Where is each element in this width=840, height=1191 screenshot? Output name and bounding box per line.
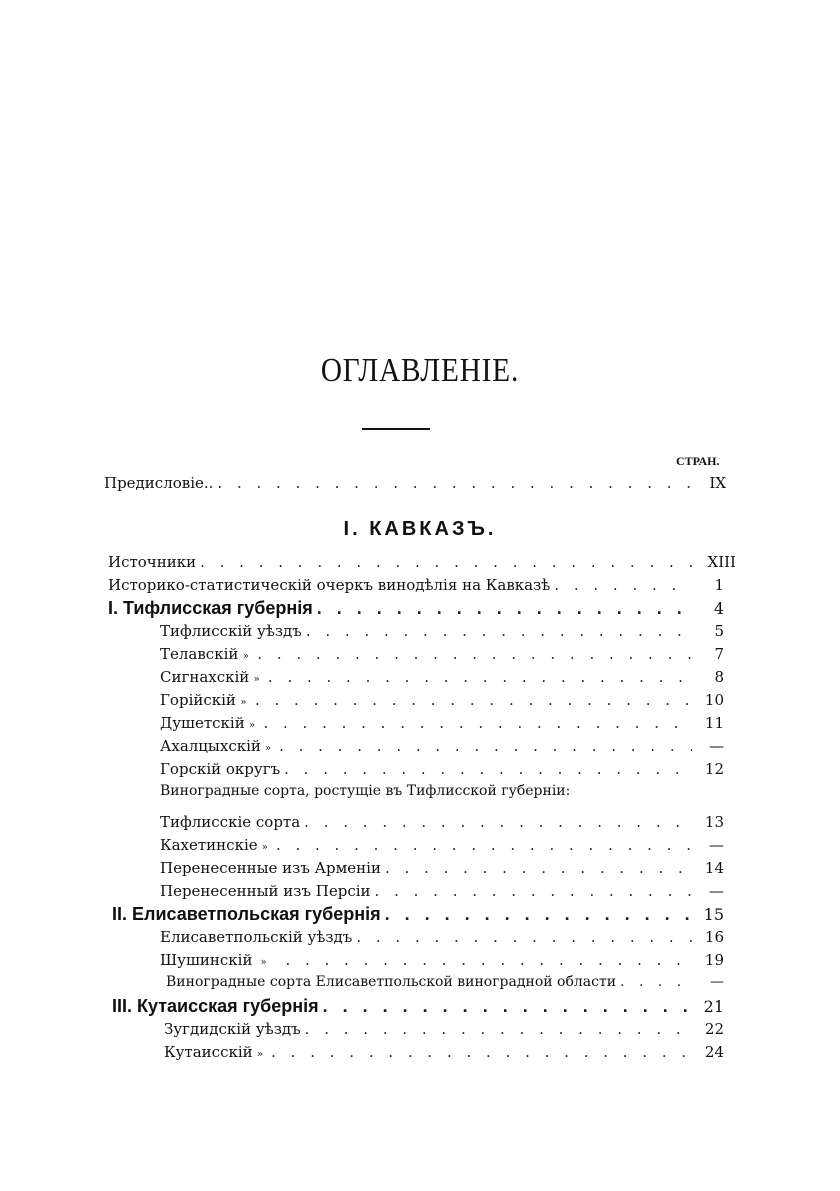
- leader-dots: [304, 813, 692, 831]
- ditto-mark: »: [242, 651, 249, 662]
- toc-entry-label: Тифлисскій уѣздъ: [160, 622, 302, 640]
- leader-dots: [385, 859, 692, 877]
- toc-entry-page: 4: [713, 599, 724, 618]
- toc-entry-page: 24: [704, 1043, 724, 1061]
- toc-entry-label: Душетскій: [160, 714, 245, 732]
- page-column-header: СТРАН.: [676, 454, 720, 468]
- toc-entry-label: Перенесенный изъ Персіи: [160, 882, 371, 900]
- toc-entry-page: —: [709, 836, 724, 854]
- toc-entry[interactable]: [160, 951, 724, 969]
- toc-entry-label: Горійскій: [160, 691, 236, 709]
- ditto-mark: »: [264, 743, 272, 754]
- leader-dots: [271, 1043, 692, 1061]
- leader-dots: [620, 974, 692, 990]
- toc-entry-label: I. Тифлисская губернія: [108, 598, 313, 618]
- toc-entry-page: 7: [714, 645, 724, 663]
- toc-entry-label: II. Елисаветпольская губернія: [112, 904, 381, 924]
- toc-entry-page: —: [709, 737, 724, 755]
- title-divider: [362, 428, 430, 430]
- toc-entry[interactable]: [160, 760, 724, 778]
- toc-entry-page: 19: [704, 951, 724, 969]
- leader-dots: [375, 882, 692, 900]
- toc-entry-label: Зугдидскій уѣздъ: [164, 1020, 301, 1038]
- leader-dots: [356, 928, 692, 946]
- toc-entry[interactable]: [160, 622, 724, 640]
- leader-dots: [200, 553, 703, 571]
- toc-entry-page: 8: [714, 668, 724, 686]
- toc-entry[interactable]: [108, 576, 724, 594]
- toc-entry-page: XIII: [707, 553, 736, 571]
- leader-dots: [284, 760, 692, 778]
- toc-entry[interactable]: [164, 1020, 724, 1038]
- toc-entry-page: 15: [703, 905, 724, 924]
- toc-entry-page: 10: [704, 691, 724, 709]
- toc-entry-page: 16: [704, 928, 724, 946]
- leader-dots: [255, 691, 692, 709]
- leader-dots: [263, 714, 692, 732]
- toc-entry-governorate[interactable]: [108, 598, 724, 619]
- toc-entry-page: —: [710, 974, 724, 990]
- ditto-mark: »: [253, 674, 260, 685]
- toc-entry-governorate[interactable]: [112, 996, 724, 1017]
- leader-dots: [317, 598, 692, 619]
- toc-entry-label: Историко-статистическій очеркъ винодѣлія на Кавказѣ: [108, 576, 551, 594]
- toc-entry-label: III. Кутаисская губернія: [112, 996, 319, 1016]
- toc-entry-label: Сигнахскій: [160, 668, 250, 686]
- leader-dots: [257, 645, 692, 663]
- toc-subheading: [160, 783, 724, 799]
- toc-entry-page: IX: [709, 474, 726, 492]
- toc-entry-label: Шушинскій: [160, 951, 253, 969]
- ditto-mark: »: [260, 957, 267, 968]
- leader-dots: [323, 996, 692, 1017]
- toc-entry-label: Горскій округъ: [160, 760, 281, 778]
- leader-dots: [305, 1020, 692, 1038]
- toc-entry-page: 5: [714, 622, 724, 640]
- toc-entry-page: 21: [703, 997, 724, 1016]
- toc-entry[interactable]: [160, 928, 724, 946]
- leader-dots: [279, 737, 692, 755]
- toc-entry-label: Ахалцыхскій: [160, 737, 261, 755]
- toc-entry-governorate[interactable]: [112, 904, 724, 925]
- toc-entry-label: Кутаисскій: [164, 1043, 253, 1061]
- toc-entry[interactable]: [108, 553, 736, 571]
- toc-entry[interactable]: [160, 645, 724, 663]
- leader-dots: [276, 836, 692, 854]
- toc-entry[interactable]: [166, 974, 724, 990]
- leader-dots: [554, 576, 692, 594]
- toc-entry[interactable]: [160, 737, 724, 755]
- toc-entry[interactable]: [160, 668, 724, 686]
- toc-entry-label: Кахетинскіе: [160, 836, 258, 854]
- toc-entry-label: Елисаветпольскій уѣздъ: [160, 928, 353, 946]
- toc-entry[interactable]: [160, 882, 724, 900]
- toc-entry-page: —: [709, 882, 724, 900]
- toc-entry[interactable]: [160, 859, 724, 877]
- leader-dots: [217, 474, 694, 492]
- toc-entry[interactable]: [160, 813, 724, 831]
- leader-dots: [268, 668, 692, 686]
- section-heading: I. КАВКАЗЪ.: [343, 518, 497, 540]
- toc-entry-label: Телавскій: [160, 645, 239, 663]
- ditto-mark: »: [261, 842, 268, 853]
- toc-entry[interactable]: [160, 691, 724, 709]
- toc-entry-label: Источники: [108, 553, 197, 571]
- toc-entry-page: 14: [704, 859, 724, 877]
- ditto-mark: »: [240, 697, 247, 708]
- toc-entry-page: 12: [704, 760, 724, 778]
- leader-dots: [385, 904, 692, 925]
- toc-entry[interactable]: [160, 836, 724, 854]
- toc-entry-preface[interactable]: [104, 474, 726, 492]
- toc-entry-label: Тифлисскіе сорта: [160, 813, 301, 831]
- toc-subheading-label: Виноградные сорта, ростущіе въ Тифлисской губерніи:: [160, 783, 571, 799]
- ditto-mark: »: [249, 720, 256, 731]
- toc-entry-page: 13: [704, 813, 724, 831]
- leader-dots: [306, 622, 692, 640]
- toc-entry-label: Виноградные сорта Елисаветпольской виноградной области: [166, 974, 617, 990]
- page-title: ОГЛАВЛЕНІЕ.: [320, 352, 520, 389]
- ditto-mark: »: [256, 1049, 263, 1060]
- toc-entry-page: 1: [714, 576, 724, 594]
- toc-entry[interactable]: [160, 714, 724, 732]
- toc-entry-label: Предисловіе..: [104, 474, 214, 492]
- toc-entry-label: Перенесенные изъ Арменіи: [160, 859, 381, 877]
- leader-dots: [285, 951, 692, 969]
- toc-entry-page: 11: [704, 714, 724, 732]
- toc-entry-page: 22: [704, 1020, 724, 1038]
- toc-entry[interactable]: [164, 1043, 724, 1061]
